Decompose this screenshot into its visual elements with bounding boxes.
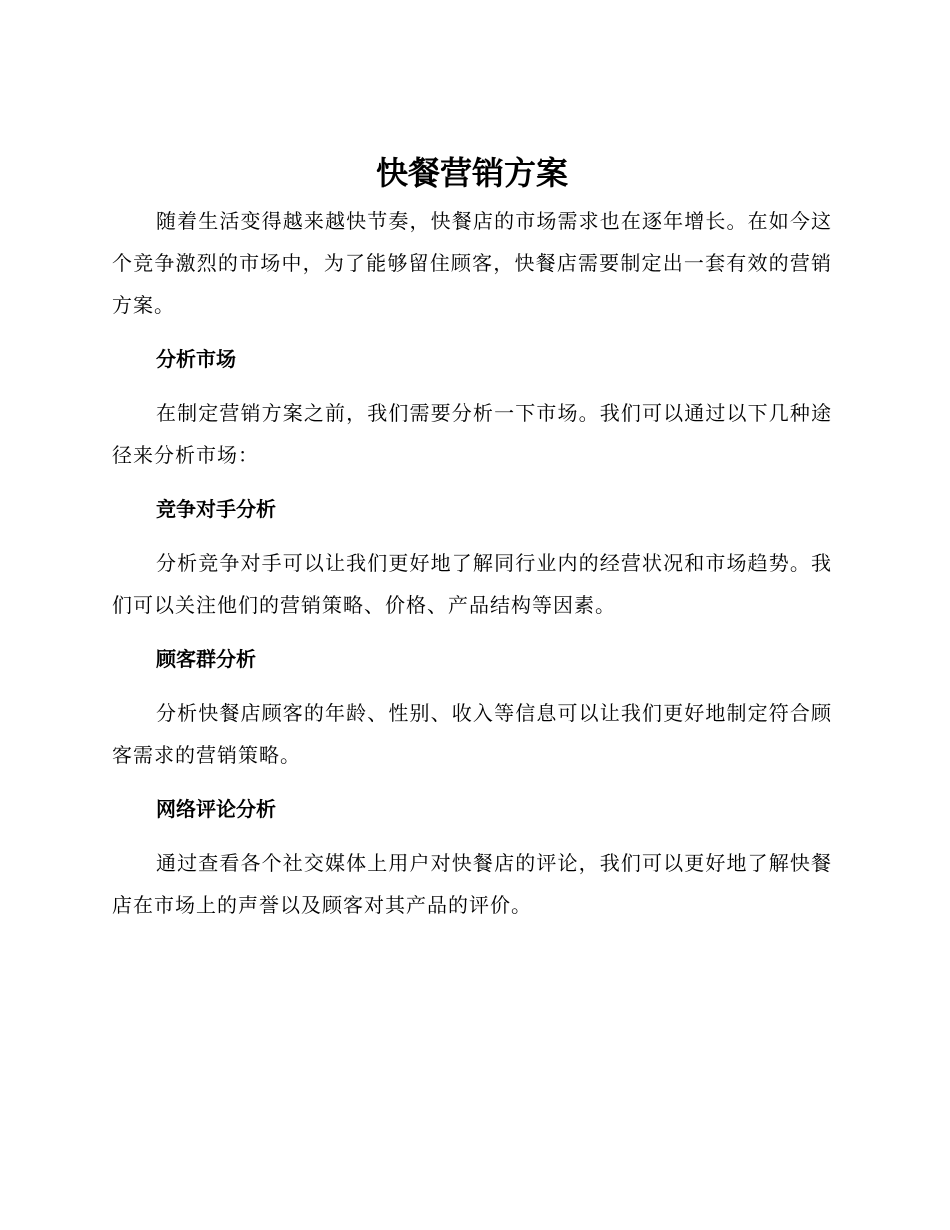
section-market-analysis	[112, 338, 832, 476]
section-heading: 顾客群分析	[156, 647, 256, 671]
section-customer-analysis	[112, 638, 832, 776]
section-heading: 竞争对手分析	[156, 497, 276, 521]
section-heading: 分析市场	[156, 347, 236, 371]
section-online-review-analysis	[112, 788, 832, 926]
section-paragraph: 在制定营销方案之前，我们需要分析一下市场。我们可以通过以下几种途径来分析市场：	[112, 401, 832, 467]
section-paragraph: 分析快餐店顾客的年龄、性别、收入等信息可以让我们更好地制定符合顾客需求的营销策略。	[112, 701, 832, 767]
document-title: 快餐营销方案	[375, 154, 568, 192]
section-paragraph: 分析竞争对手可以让我们更好地了解同行业内的经营状况和市场趋势。我们可以关注他们的营销策略、价格、产品结构等因素。	[112, 551, 832, 617]
section-competitor-analysis	[112, 488, 832, 626]
intro-paragraph: 随着生活变得越来越快节奏，快餐店的市场需求也在逐年增长。在如今这个竞争激烈的市场中，为了能够留住顾客，快餐店需要制定出一套有效的营销方案。	[112, 209, 832, 317]
section-heading: 网络评论分析	[156, 797, 276, 821]
section-paragraph: 通过查看各个社交媒体上用户对快餐店的评论，我们可以更好地了解快餐店在市场上的声誉以及顾客对其产品的评价。	[112, 851, 832, 917]
document-content	[112, 148, 832, 926]
